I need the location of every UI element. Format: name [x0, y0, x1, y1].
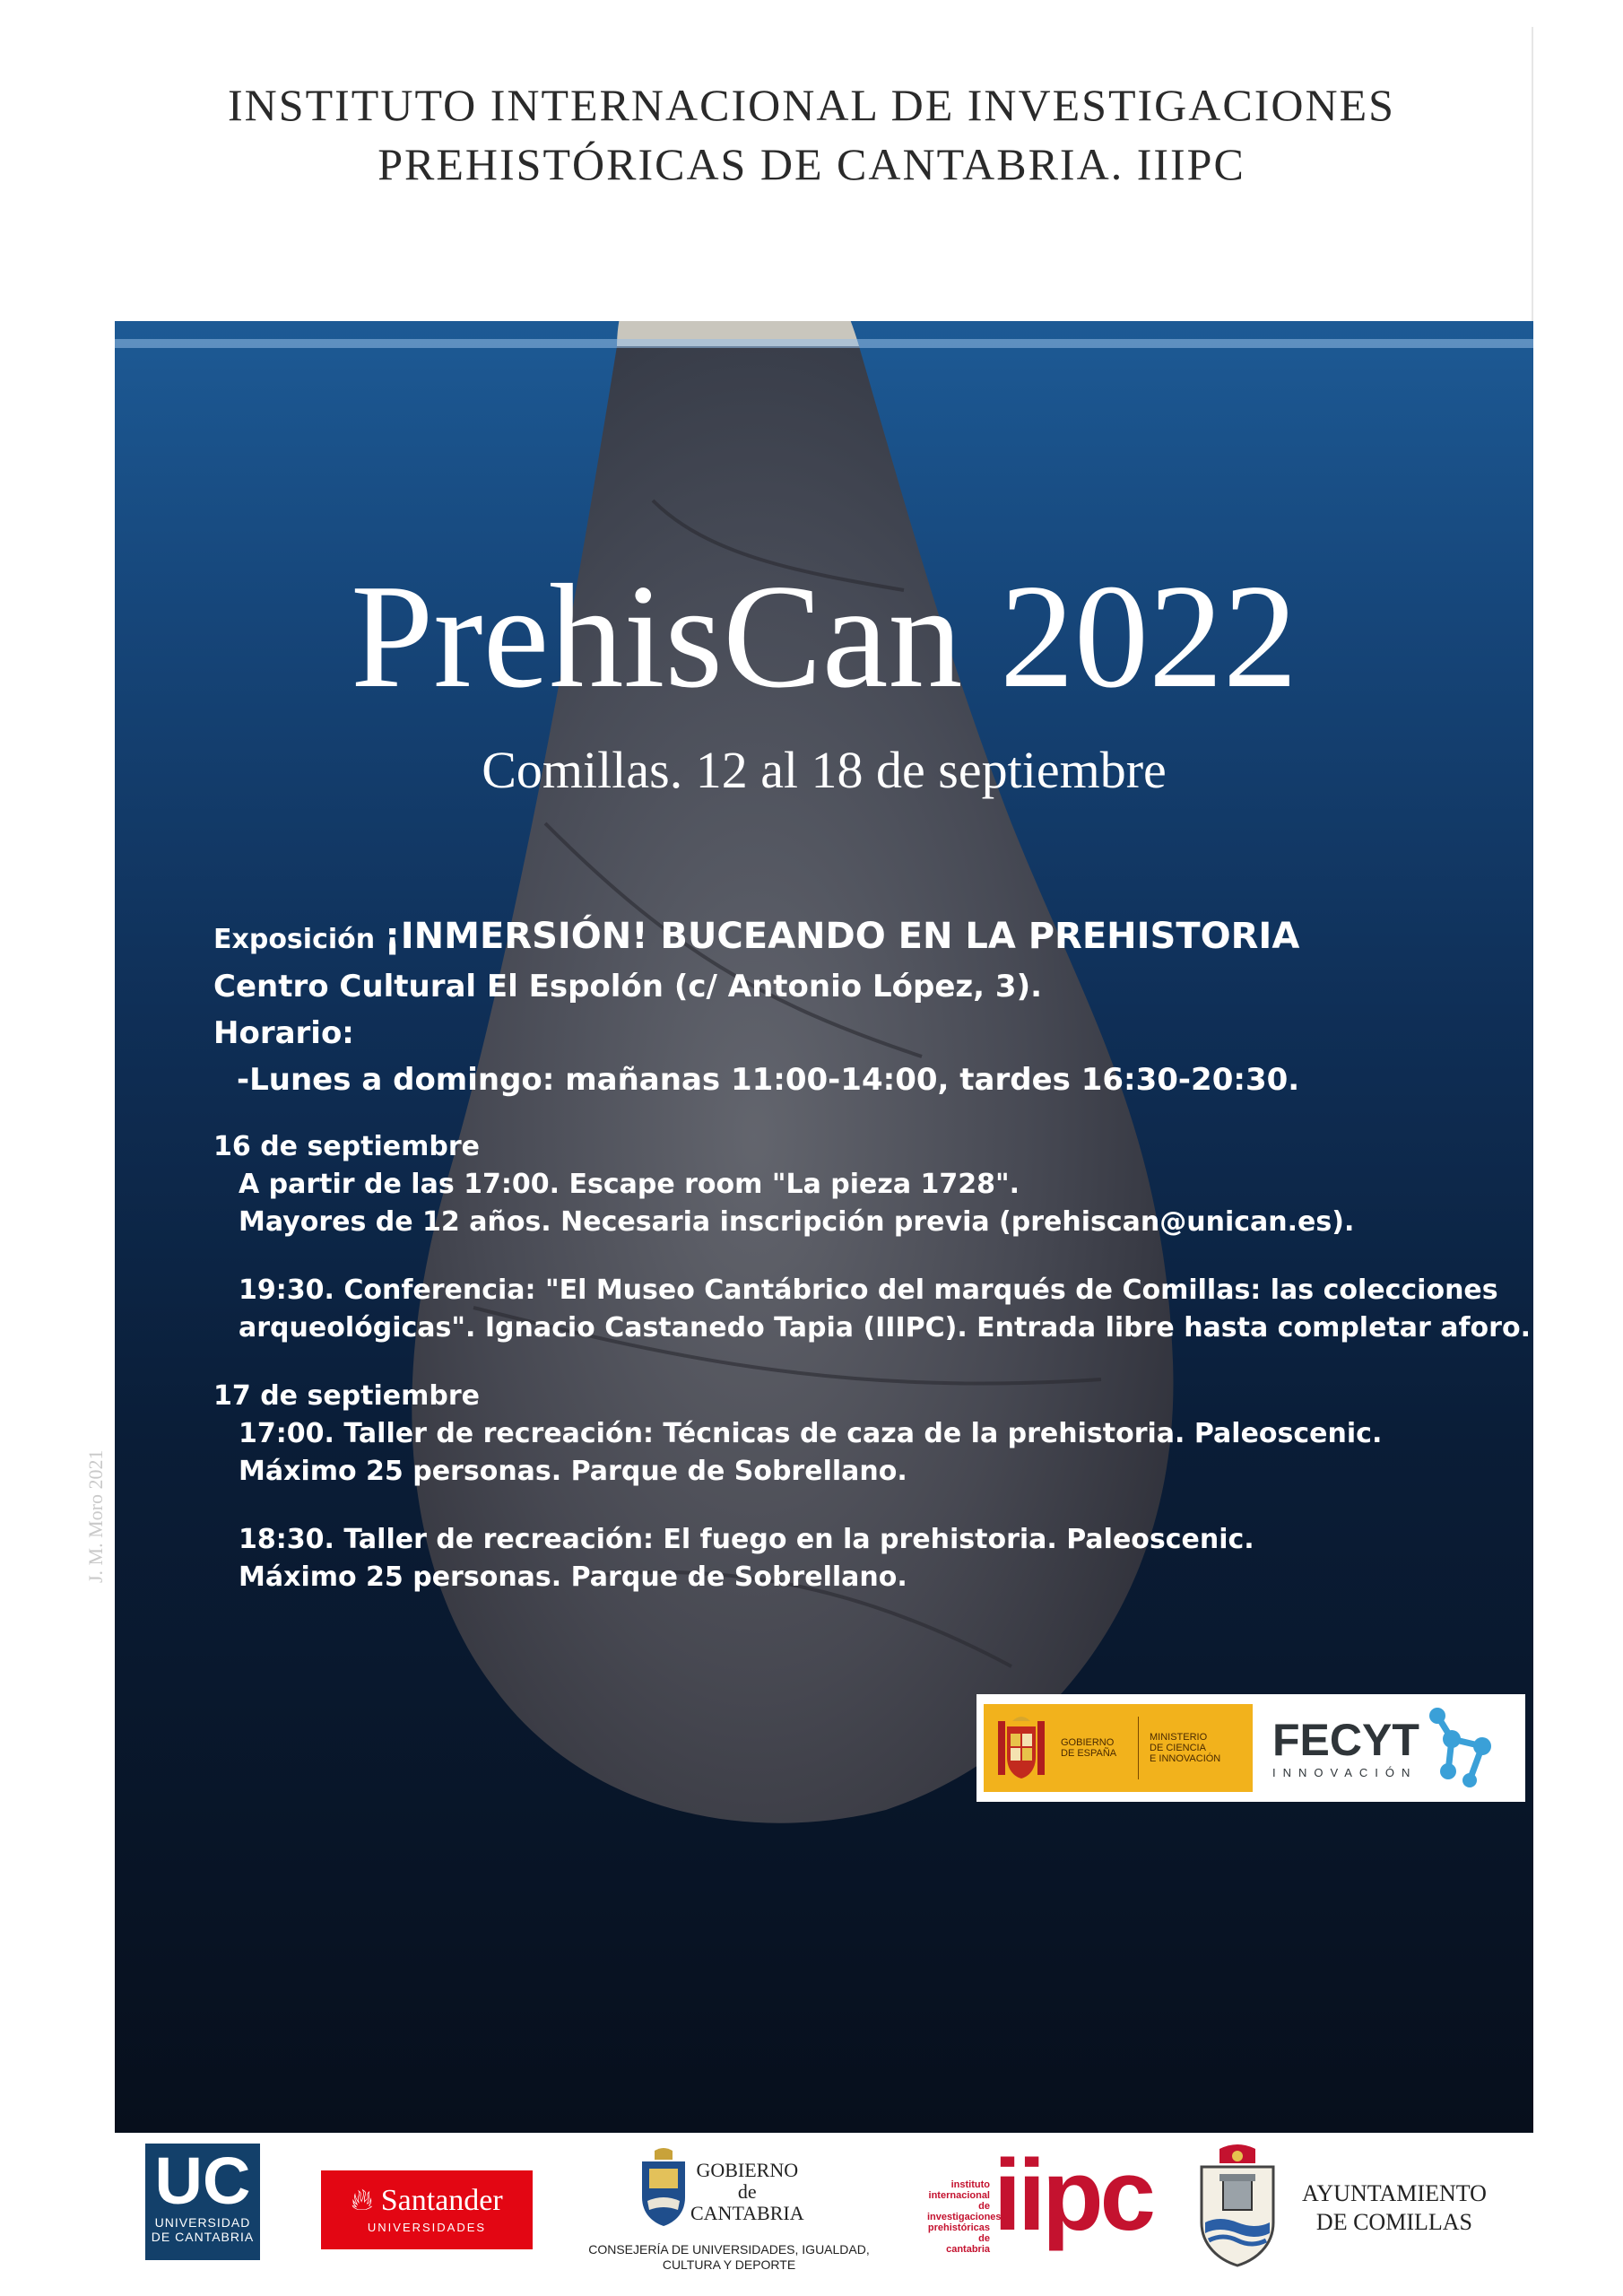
gobierno-espana-logo [984, 1704, 1253, 1792]
day2-line-3: 18:30. Taller de recreación: El fuego en la prehistoria. Paleoscenic. [239, 1524, 1254, 1555]
day1-line-1: A partir de las 17:00. Escape room "La pieza 1728". [239, 1169, 1020, 1200]
programme [213, 913, 1531, 1596]
gobierno-espana-text [1061, 1737, 1133, 1759]
santander-logo [321, 2170, 533, 2249]
fecyt-sub: INNOVACIÓN [1272, 1765, 1418, 1779]
artist-credit: J. M. Moro 2021 [84, 1449, 107, 1583]
institute-header [0, 75, 1623, 194]
gobierno-text-2: DE ESPAÑA [1061, 1748, 1117, 1759]
uc-letters: UC [154, 2144, 251, 2218]
iipc-small-4: prehistóricas de [927, 2222, 990, 2244]
ministerio-text-2: DE CIENCIA [1150, 1743, 1206, 1753]
schedule-label: Horario: [213, 1015, 354, 1051]
iipc-small-3: investigaciones [927, 2212, 1002, 2222]
uc-sub-1: UNIVERSIDAD [154, 2215, 251, 2230]
santander-sub: UNIVERSIDADES [367, 2221, 487, 2234]
gobierno-cantabria-logo [581, 2147, 877, 2282]
ministerio-text-1: MINISTERIO [1150, 1732, 1208, 1743]
day1-date: 16 de septiembre [213, 1131, 480, 1162]
cantabria-name-1: GOBIERNO [696, 2159, 799, 2181]
ayuntamiento-comillas-logo [1193, 2144, 1515, 2278]
gobierno-separator [1138, 1717, 1139, 1779]
poster-artwork [115, 321, 1533, 2133]
sponsor-box [976, 1694, 1525, 1802]
comillas-crest-icon [1193, 2144, 1282, 2269]
spain-crest-icon [993, 1712, 1050, 1784]
iipc-logo [927, 2139, 1160, 2264]
consejeria-line-2: CULTURA Y DEPORTE [662, 2257, 796, 2272]
schedule-hours: -Lunes a domingo: mañanas 11:00-14:00, tardes 16:30-20:30. [237, 1062, 1300, 1098]
poster-title: PrehisCan 2022 [351, 553, 1298, 718]
day1-line-4: arqueológicas". Ignacio Castanedo Tapia (IIIPC). Entrada libre hasta completar aforo. [239, 1312, 1531, 1344]
waterline [115, 339, 1533, 348]
day2-date: 17 de septiembre [213, 1380, 480, 1412]
fecyt-molecule-icon [1425, 1703, 1497, 1793]
day1-line-3: 19:30. Conferencia: "El Museo Cantábrico del marqués de Comillas: las colecciones [239, 1274, 1498, 1306]
cantabria-names [690, 2160, 804, 2224]
exhibition-line [213, 913, 1487, 963]
exhibition-prefix: Exposición [213, 924, 385, 955]
ministerio-text-3: E INNOVACIÓN [1150, 1753, 1221, 1764]
iipc-letters: iipc [994, 2139, 1152, 2251]
day1-line-2: Mayores de 12 años. Necesaria inscripción previa (prehiscan@unican.es). [239, 1206, 1355, 1238]
flame-icon: 🔥︎ [351, 2184, 374, 2217]
santander-word: Santander [380, 2184, 503, 2217]
iipc-small-2: internacional de [928, 2190, 990, 2212]
institute-line-2: PREHISTÓRICAS DE CANTABRIA. IIIPC [378, 139, 1245, 189]
day2-line-2: Máximo 25 personas. Parque de Sobrellano. [239, 1456, 907, 1487]
fecyt-word: FECYT [1272, 1714, 1419, 1765]
cantabria-consejeria [581, 2242, 877, 2273]
day2-line-1: 17:00. Taller de recreación: Técnicas de caza de la prehistoria. Paleoscenic. [239, 1418, 1383, 1449]
fecyt-logo [1272, 1703, 1497, 1793]
day2-line-4: Máximo 25 personas. Parque de Sobrellano. [239, 1561, 907, 1593]
iipc-small-5: cantabria [946, 2244, 990, 2255]
logo-footer [0, 2139, 1623, 2287]
exhibition-venue: Centro Cultural El Espolón (c/ Antonio López, 3). [213, 969, 1043, 1004]
cantabria-name-2: de [737, 2180, 757, 2203]
santander-name [321, 2181, 533, 2221]
exhibition-title: ¡INMERSIÓN! BUCEANDO EN LA PREHISTORIA [384, 916, 1300, 957]
gobierno-text-1: GOBIERNO [1061, 1737, 1115, 1748]
uc-sub-2: DE CANTABRIA [151, 2230, 255, 2244]
comillas-name-2: DE COMILLAS [1315, 2209, 1472, 2235]
cantabria-shield-icon [637, 2147, 690, 2228]
comillas-names [1302, 2179, 1487, 2237]
poster-subtitle: Comillas. 12 al 18 de septiembre [482, 741, 1167, 799]
iipc-small-1: instituto [950, 2179, 990, 2190]
ministerio-text [1150, 1732, 1221, 1764]
comillas-name-1: AYUNTAMIENTO [1302, 2180, 1487, 2206]
institute-line-1: INSTITUTO INTERNACIONAL DE INVESTIGACIONES [228, 80, 1395, 130]
consejeria-line-1: CONSEJERÍA DE UNIVERSIDADES, IGUALDAD, [588, 2242, 870, 2257]
iipc-small-text [927, 2179, 1002, 2255]
cantabria-name-3: CANTABRIA [690, 2202, 804, 2224]
uc-logo [145, 2144, 260, 2260]
